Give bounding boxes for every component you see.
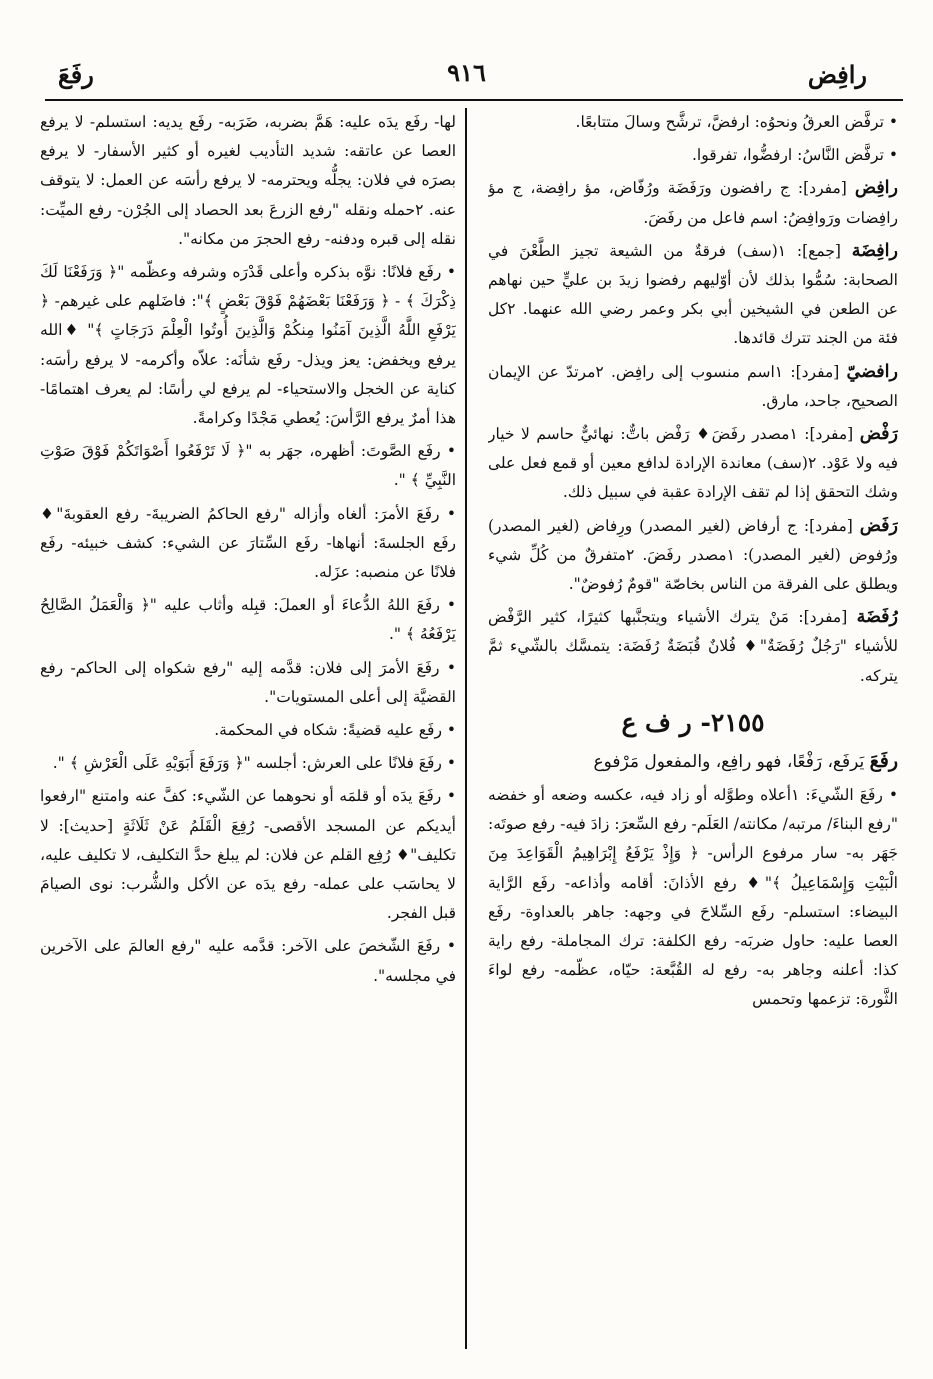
entry: • رفَع عليه قضيةً: شكاه في المحكمة. xyxy=(214,721,456,740)
headword: رافضيّ xyxy=(846,361,898,382)
headword: رَفَض xyxy=(859,515,898,536)
headword: رافِض xyxy=(854,178,898,199)
header-last-word: رفَعَ xyxy=(58,60,94,89)
entry: رُفَضَة [مفرد]: مَنْ يترك الأشياء ويتجنَّبها كثيرًا، كثير الرَّفْض للأشياء "رَجُلٌ رُفَضَةٌ"♦ فُلانٌ قُبَضَةٌ رُفَضَة: يتمسَّك بالشّيء ثمَّ يتركه. xyxy=(488,607,898,685)
header-rule xyxy=(45,99,903,101)
header-first-word: رافِض xyxy=(807,60,867,89)
headword: رافِضَة xyxy=(851,240,898,261)
entry: رَفَض [مفرد]: ج أرفاض (لغير المصدر) ورِفاض (لغير المصدر) ورُفوض (لغير المصدر): ١مصدر رفَضَ. ٢متفرقٌ من كُلِّ شيء ويطلق على الفرقة من الناس بخاصّة "قومٌ رُفوضٌ". xyxy=(488,515,898,594)
left-column xyxy=(40,108,456,1349)
entry: • رفَع الصَّوتَ: أظهره، جهَر به "﴿ لَا تَرْفَعُوا أَصْوَاتَكُمْ فَوْقَ صَوْتِ النَّبِيِّ ﴾ ". xyxy=(40,442,456,490)
entry: رافضيّ [مفرد]: ١اسم منسوب إلى رافِض. ٢مرتدّ عن الإيمان الصحيح، جاحد، مارق. xyxy=(488,361,898,410)
entry: رَفْض [مفرد]: ١مصدر رفَضَ♦ رَفْض باتٌّ: نهائيٌّ حاسم لا خيار فيه ولا عَوْد. ٢(سف) معاندة الإرادة لدافع معين أو قمع فعل على وشك التحقق إذا لم تقف الإرادة عقبة في سبيل ذلك. xyxy=(488,424,898,502)
entry: رافِضَة [جمع]: ١(سف) فرقةٌ من الشيعة تجيز الطَّعْنَ في الصحابة: سُمُّوا بذلك لأن أوّليهم رفضوا زيدَ بن عليٍّ حين نهاهم عن الطعن في الشيخين أبي بكر وعمر رضي الله عنهما. ٢كل فئة من الجند تترك قائدها. xyxy=(488,240,898,348)
headword: رُفَضَة xyxy=(856,607,898,628)
page-header xyxy=(40,52,893,96)
entry: • ترفَّض النَّاسُ: ارفضُّوا، تفرقوا. xyxy=(691,146,898,165)
root-verb-line: رفَعَ يَرفَع، رَفْعًا، فهو رافِع، والمفعول مَرْفوع xyxy=(593,749,898,772)
entry: • رفَعَ اللهُ الدُّعاءَ أو العملَ: قبِله وأثاب عليه "﴿ وَالْعَمَلُ الصَّالِحُ يَرْفَعُهُ ﴾ ". xyxy=(40,596,456,644)
entry: رافِض [مفرد]: ج رافضون ورَفَضَة ورُفّاض، مؤ رافِضة، ج مؤ رافِضات ورَوافِضُ: اسم فاعل من رفَضَ. xyxy=(488,178,898,227)
entry: • رفَع فلانًا: نوَّه بذكره وأعلى قَدْرَه وشرفه وعظّمه "﴿ وَرَفَعْنَا لَكَ ذِكْرَكَ ﴾ - ﴿ وَرَفَعْنَا بَعْضَهُمْ فَوْقَ بَعْضٍ ﴾": فاضَلهم على غيرهم- ﴿ يَرْفَعِ اللَّهُ الَّذِينَ آمَنُوا مِنكُمْ وَالَّذِينَ أُوتُوا الْعِلْمَ دَرَجَاتٍ ﴾" ♦الله يرفع ويخفض: يعز ويذل- رفَع شأنَه: علاّه وأكرمه- لا يرفع رأسَه: كناية عن الخجل والاستحياء- لم يرفع لي رأسًا: لم يعرف اهتمامًا- هذا أمرٌ يرفع الرَّأسَ: يُعطي مَجْدًا وكرامةً. xyxy=(40,263,456,428)
page-number: ٩١٦ xyxy=(447,58,486,87)
entry: • رفَعَ الشّيءَ: ١أعلاه وطوَّله أو زاد فيه، عكسه وضعه أو خفضه "رفع البناءَ/ مرتبه/ مكانته/ العَلَم- رفع السِّعرَ: زادَ فيه- رفع صوتَه: جَهَر به- سار مرفوع الرأس- ﴿ وَإِذْ يَرْفَعُ إِبْرَاهِيمُ الْقَوَاعِدَ مِنَ الْبَيْتِ وَإِسْمَاعِيلُ ﴾"♦ رفع الأذانَ: أقامه وأذاعه- رفَع الرَّاية البيضاء: استسلم- رفَع السِّلاحَ في وجهه: جاهر بالعداوة- رفَع العصا عليه: حاول ضربَه- رفع الكلفة: ترك المجاملة- رفع راية كذا: أعلنه وجاهر به- رفع له القُبَّعة: حيّاه، عظّمه- رفع لواءَ الثَّورة: تزعمها وتحمس xyxy=(488,786,898,1009)
column-divider xyxy=(465,108,467,1349)
entry: • ترفَّض العرقُ ونحوُه: ارفضَّ، ترشَّح وسالَ متتابعًا. xyxy=(575,113,898,131)
entry: لها- رفَع يدَه عليه: هَمَّ بضربه، ضَرَبه- رفَع يديه: استسلم- لا يرفع العصا عن عاتقه: شديد التأديب لغيره أو كثير الأسفار- لا يرفع بصرَه في فلان: يجلُّه ويحترمه- لا يرفع رأسَه عن العمل: لا يتوقف عنه. ٢حمله ونقله "رفع الزرعَ بعد الحصاد إلى الجُرْن- رفع الميِّت: نقله إلى قبره ودفنه- رفع الحجرَ من مكانه". xyxy=(40,113,456,248)
entry: • رفَعَ الأمرَ إلى فلان: قدَّمه إليه "رفع شكواه إلى الحاكم- رفع القضيَّة إلى أعلى المستويات". xyxy=(40,658,456,706)
entry: • رفَعَ يدَه أو قلمَه أو نحوهما عن الشّيء: كفَّ عنه وامتنع "ارفعوا أيديكم عن المسجد الأقصى- رُفِعَ الْقَلَمُ عَنْ ثَلَاثَةٍ [حديث]: لا تكليف"♦ رُفِع القلم عن فلان: لم يبلغ حدَّ التكليف، لا تكليف عليه، لا يحاسَب على عمله- رفع يدَه عن الأكل والشُّرب: نوى الصيامَ قبل الفجر. xyxy=(40,787,456,923)
headword: رفَعَ xyxy=(869,749,898,772)
entry: • رفَعَ الشّخصَ على الآخر: قدَّمه عليه "رفع العالمَ على الآخرين في مجلسه". xyxy=(40,937,456,985)
entry: • رفَعَ الأمرَ: ألغاه وأزاله "رفع الحاكمُ الضريبةَ- رفع العقوبةَ"♦ رفَع الجلسةَ: أنهاها- رفَع السِّتارَ عن الشيء: كشف خبيئه- رفَع فلانًا عن منصبه: عزَله. xyxy=(40,504,456,582)
entry: • رفَعَ فلانًا على العرش: أجلسه "﴿ وَرَفَعَ أَبَوَيْهِ عَلَى الْعَرْشِ ﴾ ". xyxy=(52,754,456,773)
root-section-heading: ٢١٥٥- ر ف ع xyxy=(621,707,765,737)
right-column xyxy=(488,108,898,1349)
headword: رَفْض xyxy=(859,424,898,445)
